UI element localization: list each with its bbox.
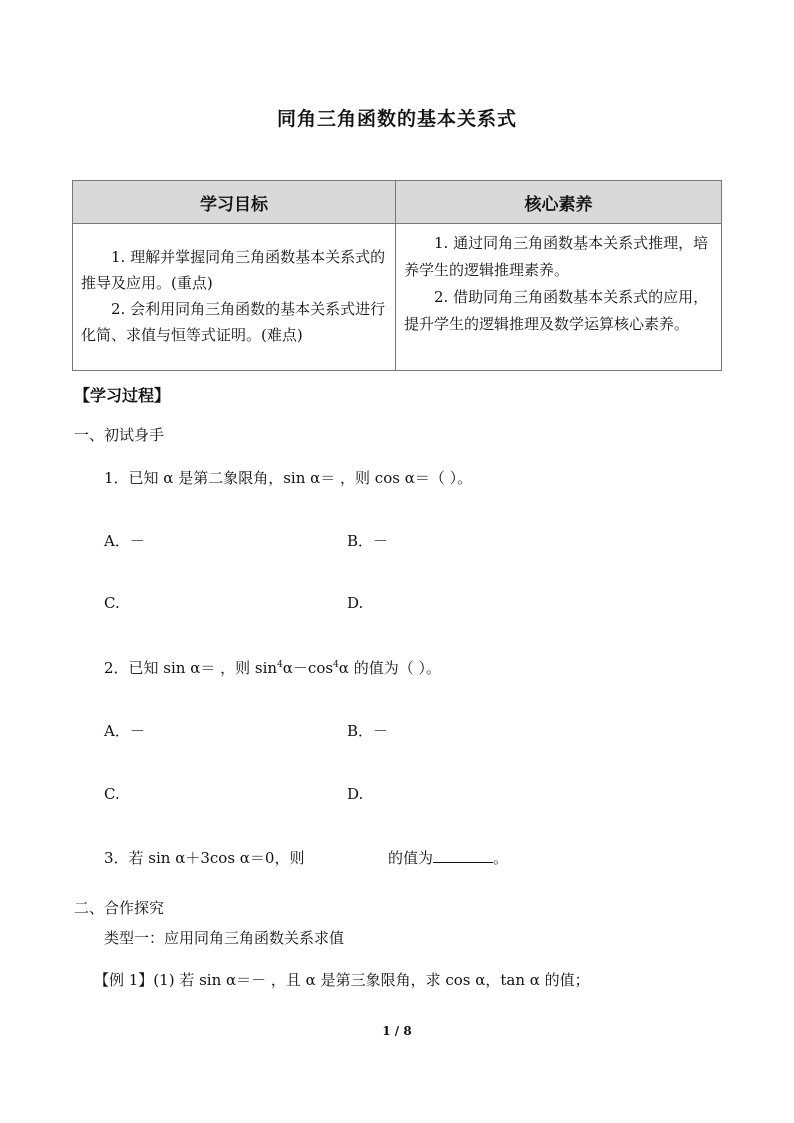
objectives-table	[72, 180, 722, 371]
question-2-stem-pre: 2．已知 sin α＝ ，则 sin	[104, 659, 278, 677]
answer-blank[interactable]	[433, 862, 493, 863]
question-2-option-b: B．－	[347, 722, 389, 740]
core-literacy-item: 2. 借助同角三角函数基本关系式的应用，提升学生的逻辑推理及数学运算核心素养。	[404, 288, 709, 333]
question-1-option-b: B．－	[347, 532, 389, 550]
question-2-option-d: D.	[347, 785, 364, 803]
section2-heading: 二、合作探究	[74, 899, 165, 917]
question-1-option-c: C.	[104, 594, 120, 612]
example-1-stem: 【例 1】(1) 若 sin α＝－ ，且 α 是第三象限角，求 cos α，tan α 的值；	[94, 971, 590, 989]
question-2-exponent-1: 4	[277, 660, 283, 670]
question-2-stem-post: α 的值为（ ）。	[338, 659, 441, 677]
section1-heading: 一、初试身手	[74, 426, 165, 444]
question-3-stem-post: 的值为	[388, 849, 434, 867]
question-3-stem-end: 。	[493, 849, 509, 867]
objectives-header-left: 学习目标	[73, 181, 396, 224]
core-literacy-cell	[396, 224, 722, 371]
question-2-stem	[104, 657, 441, 678]
question-2-stem-mid: α－cos	[282, 659, 334, 677]
question-2-option-c: C.	[104, 785, 120, 803]
page-number: 1 / 8	[382, 1024, 412, 1038]
learning-goal-item: 2. 会利用同角三角函数的基本关系式进行化简、求值与恒等式证明。(难点)	[81, 300, 386, 344]
question-1-option-a: A．－	[104, 532, 145, 550]
objectives-header-right: 核心素养	[396, 181, 722, 224]
question-2-option-a: A．－	[104, 722, 145, 740]
learning-goal-item: 1. 理解并掌握同角三角函数基本关系式的推导及应用。(重点)	[81, 248, 386, 292]
core-literacy-item: 1. 通过同角三角函数基本关系式推理，培养学生的逻辑推理素养。	[404, 234, 709, 279]
process-heading: 【学习过程】	[74, 386, 171, 405]
question-1-option-d: D.	[347, 594, 364, 612]
question-3-stem-pre: 3．若 sin α＋3cos α＝0，则	[104, 849, 305, 867]
learning-goals-cell	[73, 224, 396, 371]
question-2-exponent-2: 4	[333, 660, 339, 670]
question-3-stem	[388, 847, 508, 868]
type1-heading: 类型一：应用同角三角函数关系求值	[104, 929, 345, 947]
page-title: 同角三角函数的基本关系式	[276, 108, 517, 130]
question-1-stem: 1．已知 α 是第二象限角，sin α＝ ，则 cos α＝（ ）。	[104, 469, 473, 487]
